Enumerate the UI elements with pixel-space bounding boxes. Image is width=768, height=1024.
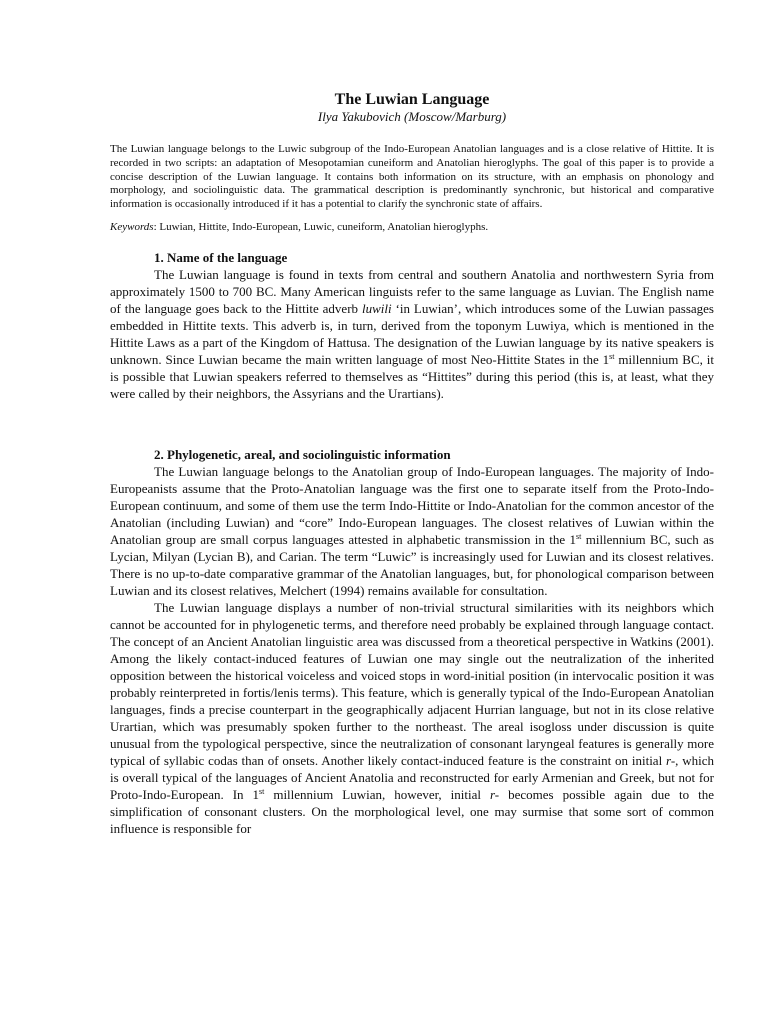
- term-r: r-: [489, 786, 500, 802]
- text-run: millennium Luwian, however, initial: [264, 786, 490, 802]
- text-run: ‘in Luwian’, which introduces some of the Luwian passages embedded in Hittite texts. This adverb is, in turn, derived from the toponym Luwiya, which is mentioned in the Hittite Laws as a part of the Kingdom of Hattusa. The designation of the Luwian language by its native speakers is unknown. Since Luwian became the main written language of most Neo-Hittite States in the 1: [110, 300, 714, 367]
- keywords-line: [110, 221, 714, 235]
- ordinal-suffix: st: [576, 531, 582, 541]
- author-line: Ilya Yakubovich (Moscow/Marburg): [317, 109, 507, 124]
- section-2-heading: 2. Phylogenetic, areal, and sociolinguistic information: [154, 446, 451, 462]
- page-content: [110, 90, 714, 837]
- section-2-paragraph-1: [110, 463, 714, 599]
- section-2-paragraph-2: [110, 599, 714, 837]
- page-title: The Luwian Language: [334, 91, 490, 108]
- abstract: The Luwian language belongs to the Luwic subgroup of the Indo-European Anatolian languages and is a close relative of Hittite. It is recorded in two scripts: an adaptation of Mesopotamian cuneiform and Anatolian hieroglyphs. The goal of this paper is to provide a concise description of the Luwian language. It contains both information on its structure, with an emphasis on phonology and morphology, and sociolinguistic data. The grammatical description is predominantly synchronic, but historical and comparative information is occasionally introduced if it has a potential to clarify the synchronic state of affairs.: [110, 143, 714, 211]
- keywords-list: : Luwian, Hittite, Indo-European, Luwic, cuneiform, Anatolian hieroglyphs.: [153, 220, 489, 233]
- text-run: becomes possible again due to the simplification of consonant clusters. On the morphological level, one may surmise that some sort of common influence is responsible for: [110, 786, 715, 836]
- text-run: millennium BC, such as Lycian, Milyan (Lycian B), and Carian. The term “Luwic” is increasingly used for Luwian and its closest relatives. There is no up-to-date comparative grammar of the Anatolian languages, but, for phonological comparison between Luwian and its closest relatives, Melchert (1994) remains available for consultation.: [110, 531, 714, 598]
- section-1-paragraph: [110, 266, 714, 402]
- text-run: The Luwian language belongs to the Anatolian group of Indo-European languages. The majority of Indo-Europeanists assume that the Proto-Anatolian language was the first one to separate itself from the Proto-Indo-European continuum, and some of them use the term Indo-Hittite or Indo-Anatolian for the common ancestor of the Anatolian (including Luwian) and “core” Indo-European languages. The closest relatives of Luwian within the Anatolian group are small corpus languages attested in alphabetic transmission in the 1: [110, 463, 714, 547]
- keywords-label: Keywords: [110, 220, 154, 233]
- text-run: , which is overall typical of the languages of Ancient Anatolia and reconstructed for early Armenian and Greek, but not for Proto-Indo-European. In 1: [110, 752, 714, 802]
- ordinal-suffix: st: [609, 351, 615, 361]
- term-luwili: luwili: [361, 300, 392, 316]
- ordinal-suffix: st: [259, 786, 265, 796]
- text-run: millennium BC, it is possible that Luwian speakers referred to themselves as “Hittites” during this period (this is, at least, what they were called by their neighbors, the Assyrians and the Urartians).: [110, 351, 715, 401]
- text-run: The Luwian language is found in texts from central and southern Anatolia and northwestern Syria from approximately 1500 to 700 BC. Many American linguists refer to the same language as Luvian. The English name of the language goes back to the Hittite adverb: [110, 266, 714, 316]
- section-spacer: [110, 402, 714, 436]
- term-r: r-: [666, 752, 676, 768]
- section-1-heading: 1. Name of the language: [154, 249, 288, 265]
- text-run: The Luwian language displays a number of non-trivial structural similarities with its neighbors which cannot be accounted for in phylogenetic terms, and therefore need probably be explained through language contact. The concept of an Ancient Anatolian linguistic area was discussed from a theoretical perspective in Watkins (2001). Among the likely contact-induced features of Luwian one may single out the neutralization of the inherited opposition between the historical voiceless and voiced stops in word-initial position (in intervocalic position it was probably reinterpreted in fortis/lenis terms). This feature, which is generally typical of the Indo-European Anatolian languages, finds a precise counterpart in the geographically adjacent Hurrian language, but not in its close relative Urartian, which was presumably spoken further to the northeast. The areal isogloss under discussion is quite unusual from the typological perspective, since the neutralization of consonant laryngeal features is generally more typical of syllabic codas than of onsets. Another likely contact-induced feature is the constraint on initial: [110, 599, 714, 768]
